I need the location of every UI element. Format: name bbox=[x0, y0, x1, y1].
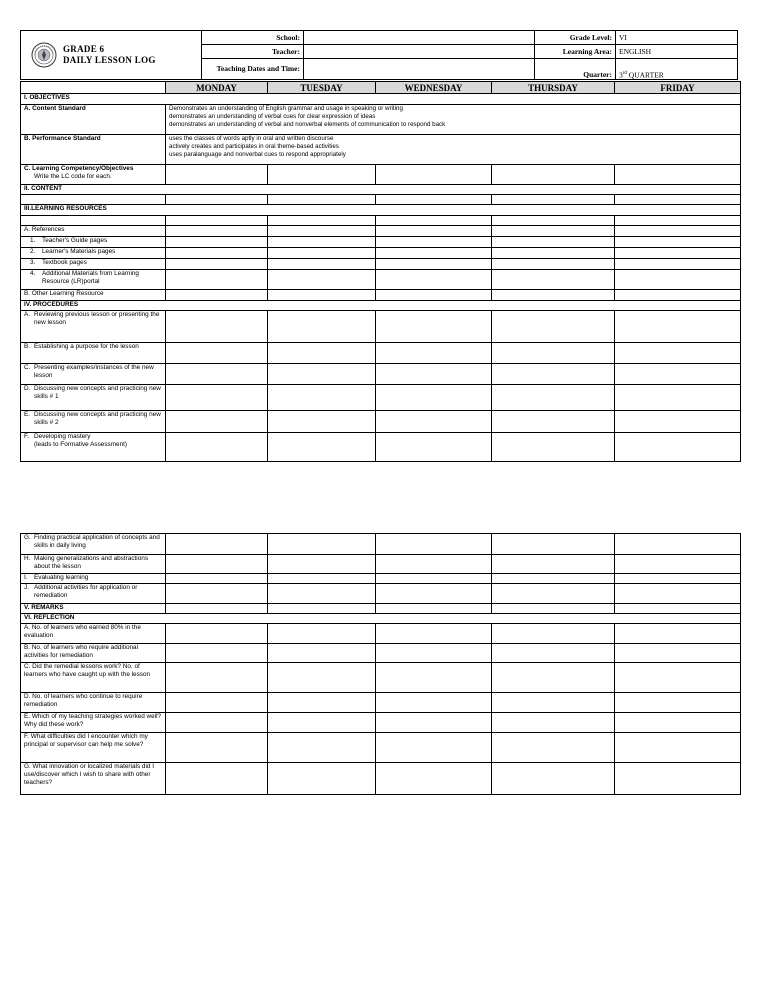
wednesday-cell[interactable] bbox=[376, 624, 492, 644]
tuesday-cell[interactable] bbox=[268, 364, 376, 385]
procedure-text: Making generalizations and abstractions about the lesson bbox=[34, 555, 149, 570]
competency-title: C. Learning Competency/Objectives bbox=[24, 165, 134, 172]
wednesday-cell[interactable] bbox=[376, 248, 492, 259]
friday-cell[interactable] bbox=[615, 644, 741, 663]
table-row bbox=[21, 185, 741, 195]
table-row bbox=[21, 94, 741, 105]
friday-cell[interactable] bbox=[615, 733, 741, 763]
content-standard-text[interactable] bbox=[166, 105, 741, 135]
wednesday-cell[interactable] bbox=[376, 311, 492, 343]
tuesday-cell[interactable] bbox=[268, 733, 376, 763]
thursday-cell[interactable] bbox=[492, 195, 615, 205]
friday-cell[interactable] bbox=[615, 713, 741, 733]
quarter-label: Quarter: bbox=[535, 59, 616, 80]
monday-cell[interactable] bbox=[166, 290, 268, 301]
quarter-field[interactable] bbox=[616, 59, 738, 80]
tuesday-cell[interactable] bbox=[268, 713, 376, 733]
wednesday-cell[interactable] bbox=[376, 644, 492, 663]
table-row bbox=[21, 574, 741, 584]
section-reflection: VI. REFLECTION bbox=[21, 614, 741, 624]
friday-cell[interactable] bbox=[615, 195, 741, 205]
thursday-cell[interactable] bbox=[492, 663, 615, 693]
content-standard-line: demonstrates an understanding of verbal cues for clear expression of ideas bbox=[169, 113, 376, 120]
tuesday-cell[interactable] bbox=[268, 216, 376, 226]
performance-standard-line: uses paralanguage and nonverbal cues to respond appropriately bbox=[169, 151, 346, 158]
friday-cell[interactable] bbox=[615, 555, 741, 574]
friday-cell[interactable] bbox=[615, 311, 741, 343]
procedure-letter: D. bbox=[24, 385, 31, 392]
ref-lr-portal-label bbox=[21, 270, 166, 290]
procedure-subtext: (leads to Formative Assessment) bbox=[34, 441, 128, 448]
monday-cell[interactable] bbox=[166, 733, 268, 763]
tuesday-cell[interactable] bbox=[268, 270, 376, 290]
tuesday-cell[interactable] bbox=[268, 584, 376, 604]
deped-seal-icon bbox=[31, 42, 57, 68]
tuesday-cell[interactable] bbox=[268, 248, 376, 259]
reflection-c-label: C. Did the remedial lessons work? No. of learners who have caught up with the lesson bbox=[21, 663, 166, 693]
friday-cell[interactable] bbox=[615, 584, 741, 604]
tuesday-cell[interactable] bbox=[268, 237, 376, 248]
wednesday-cell[interactable] bbox=[376, 226, 492, 237]
reflection-e-label: E. Which of my teaching strategies worked well? Why did these work? bbox=[21, 713, 166, 733]
thursday-cell[interactable] bbox=[492, 259, 615, 270]
thursday-cell[interactable] bbox=[492, 226, 615, 237]
tuesday-cell[interactable] bbox=[268, 290, 376, 301]
tuesday-cell[interactable] bbox=[268, 195, 376, 205]
table-row bbox=[21, 216, 741, 226]
procedure-letter: I. bbox=[24, 574, 28, 581]
friday-cell[interactable] bbox=[615, 433, 741, 462]
procedure-letter: E. bbox=[24, 411, 31, 418]
table-row bbox=[21, 195, 741, 205]
friday-cell[interactable] bbox=[615, 343, 741, 364]
grade-level-field[interactable]: VI bbox=[616, 31, 738, 45]
reflection-b-label: B. No. of learners who require additional activities for remediation bbox=[21, 644, 166, 663]
procedure-d-label bbox=[21, 385, 166, 411]
procedure-text: Additional activities for application or remediation bbox=[34, 584, 138, 599]
monday-cell[interactable] bbox=[166, 693, 268, 713]
tuesday-cell[interactable] bbox=[268, 433, 376, 462]
friday-cell[interactable] bbox=[615, 693, 741, 713]
friday-cell[interactable] bbox=[615, 624, 741, 644]
monday-cell[interactable] bbox=[166, 248, 268, 259]
friday-cell[interactable] bbox=[615, 534, 741, 555]
wednesday-cell[interactable] bbox=[376, 693, 492, 713]
ref-teachers-guide-label bbox=[21, 237, 166, 248]
ref-learners-materials-label bbox=[21, 248, 166, 259]
wednesday-cell[interactable] bbox=[376, 165, 492, 185]
performance-standard-label: B. Performance Standard bbox=[21, 135, 166, 165]
tuesday-cell[interactable] bbox=[268, 165, 376, 185]
table-row bbox=[21, 614, 741, 624]
section-content: II. CONTENT bbox=[21, 185, 741, 195]
friday-cell[interactable] bbox=[615, 385, 741, 411]
procedure-h-label bbox=[21, 555, 166, 574]
day-header-row bbox=[21, 82, 741, 94]
teacher-field[interactable] bbox=[304, 45, 535, 59]
wednesday-cell[interactable] bbox=[376, 604, 492, 614]
thursday-cell[interactable] bbox=[492, 733, 615, 763]
tuesday-cell[interactable] bbox=[268, 555, 376, 574]
monday-cell[interactable] bbox=[166, 343, 268, 364]
table-row bbox=[21, 311, 741, 343]
procedure-letter: B. bbox=[24, 343, 31, 350]
ref-number: 1. bbox=[30, 237, 36, 244]
monday-cell[interactable] bbox=[166, 411, 268, 433]
table-row bbox=[21, 733, 741, 763]
corner-cell bbox=[21, 82, 166, 94]
blank-label bbox=[21, 216, 166, 226]
wednesday-cell[interactable] bbox=[376, 195, 492, 205]
doc-title-log: DAILY LESSON LOG bbox=[63, 55, 156, 65]
ref-text: Learner's Materials pages bbox=[42, 248, 116, 255]
thursday-cell[interactable] bbox=[492, 624, 615, 644]
monday-cell[interactable] bbox=[166, 259, 268, 270]
monday-cell[interactable] bbox=[166, 555, 268, 574]
tuesday-cell[interactable] bbox=[268, 624, 376, 644]
wednesday-cell[interactable] bbox=[376, 343, 492, 364]
wednesday-cell[interactable] bbox=[376, 411, 492, 433]
friday-cell[interactable] bbox=[615, 165, 741, 185]
procedure-text: Evaluating learning bbox=[34, 574, 89, 581]
friday-cell[interactable] bbox=[615, 237, 741, 248]
grade-level-label: Grade Level: bbox=[535, 31, 616, 45]
monday-cell[interactable] bbox=[166, 216, 268, 226]
monday-cell[interactable] bbox=[166, 433, 268, 462]
procedure-b-label bbox=[21, 343, 166, 364]
procedure-c-label bbox=[21, 364, 166, 385]
table-row bbox=[21, 385, 741, 411]
tuesday-cell[interactable] bbox=[268, 763, 376, 795]
ref-number: 2. bbox=[30, 248, 36, 255]
monday-cell[interactable] bbox=[166, 713, 268, 733]
thursday-cell[interactable] bbox=[492, 693, 615, 713]
thursday-cell[interactable] bbox=[492, 290, 615, 301]
school-label: School: bbox=[202, 31, 304, 45]
thursday-cell[interactable] bbox=[492, 713, 615, 733]
friday-cell[interactable] bbox=[615, 216, 741, 226]
friday-cell[interactable] bbox=[615, 364, 741, 385]
day-tuesday: TUESDAY bbox=[268, 82, 376, 94]
performance-standard-line: uses the classes of words aptly in oral and written discourse bbox=[169, 135, 334, 142]
monday-cell[interactable] bbox=[166, 364, 268, 385]
tuesday-cell[interactable] bbox=[268, 411, 376, 433]
monday-cell[interactable] bbox=[166, 165, 268, 185]
procedure-i-label bbox=[21, 574, 166, 584]
tuesday-cell[interactable] bbox=[268, 604, 376, 614]
table-row bbox=[21, 693, 741, 713]
tuesday-cell[interactable] bbox=[268, 644, 376, 663]
table-row bbox=[21, 663, 741, 693]
wednesday-cell[interactable] bbox=[376, 290, 492, 301]
ref-number: 4. bbox=[30, 270, 36, 277]
thursday-cell[interactable] bbox=[492, 248, 615, 259]
lesson-log-table-part2 bbox=[20, 533, 741, 795]
wednesday-cell[interactable] bbox=[376, 713, 492, 733]
reflection-a-label: A. No. of learners who earned 80% in the evaluation bbox=[21, 624, 166, 644]
performance-standard-text[interactable] bbox=[166, 135, 741, 165]
thursday-cell[interactable] bbox=[492, 216, 615, 226]
header-table bbox=[20, 30, 738, 80]
table-row bbox=[21, 763, 741, 795]
thursday-cell[interactable] bbox=[492, 343, 615, 364]
table-row bbox=[21, 226, 741, 237]
table-row bbox=[21, 237, 741, 248]
lesson-log-table-part1 bbox=[20, 81, 741, 462]
wednesday-cell[interactable] bbox=[376, 216, 492, 226]
reflection-d-label: D. No. of learners who continue to require remediation bbox=[21, 693, 166, 713]
friday-cell[interactable] bbox=[615, 290, 741, 301]
friday-cell[interactable] bbox=[615, 411, 741, 433]
ref-text: Teacher's Guide pages bbox=[42, 237, 108, 244]
procedure-letter: C. bbox=[24, 364, 31, 371]
tuesday-cell[interactable] bbox=[268, 343, 376, 364]
monday-cell[interactable] bbox=[166, 226, 268, 237]
tuesday-cell[interactable] bbox=[268, 226, 376, 237]
table-row bbox=[21, 364, 741, 385]
table-row bbox=[21, 534, 741, 555]
table-row bbox=[21, 290, 741, 301]
thursday-cell[interactable] bbox=[492, 411, 615, 433]
thursday-cell[interactable] bbox=[492, 534, 615, 555]
thursday-cell[interactable] bbox=[492, 433, 615, 462]
table-row bbox=[21, 411, 741, 433]
procedure-text: Developing mastery bbox=[34, 433, 91, 440]
section-objectives: I. OBJECTIVES bbox=[21, 94, 741, 105]
thursday-cell[interactable] bbox=[492, 555, 615, 574]
section-remarks: V. REMARKS bbox=[21, 604, 166, 614]
thursday-cell[interactable] bbox=[492, 385, 615, 411]
monday-cell[interactable] bbox=[166, 270, 268, 290]
day-monday: MONDAY bbox=[166, 82, 268, 94]
table-row bbox=[21, 105, 741, 135]
monday-cell[interactable] bbox=[166, 763, 268, 795]
learning-area-label: Learning Area: bbox=[535, 45, 616, 59]
wednesday-cell[interactable] bbox=[376, 433, 492, 462]
procedure-a-label bbox=[21, 311, 166, 343]
ref-text: Textbook pages bbox=[42, 259, 87, 266]
procedure-letter: H. bbox=[24, 555, 31, 562]
tuesday-cell[interactable] bbox=[268, 574, 376, 584]
doc-title-grade: GRADE 6 bbox=[63, 44, 105, 54]
procedure-text: Discussing new concepts and practicing new skills # 2 bbox=[34, 411, 161, 426]
procedure-text: Presenting examples/instances of the new lesson bbox=[34, 364, 154, 379]
table-row bbox=[21, 301, 741, 311]
competency-label bbox=[21, 165, 166, 185]
friday-cell[interactable] bbox=[615, 763, 741, 795]
monday-cell[interactable] bbox=[166, 311, 268, 343]
monday-cell[interactable] bbox=[166, 534, 268, 555]
procedure-text: Finding practical application of concepts and skills in daily living bbox=[34, 534, 160, 549]
thursday-cell[interactable] bbox=[492, 237, 615, 248]
thursday-cell[interactable] bbox=[492, 763, 615, 795]
wednesday-cell[interactable] bbox=[376, 555, 492, 574]
table-row bbox=[21, 343, 741, 364]
reflection-g-label: G. What innovation or localized materials did I use/discover which I wish to share with other teachers? bbox=[21, 763, 166, 795]
day-wednesday: WEDNESDAY bbox=[376, 82, 492, 94]
quarter-number: 3 bbox=[619, 70, 623, 79]
content-standard-line: Demonstrates an understanding of English grammar and usage in speaking or writing bbox=[169, 105, 403, 112]
thursday-cell[interactable] bbox=[492, 584, 615, 604]
thursday-cell[interactable] bbox=[492, 165, 615, 185]
day-thursday: THURSDAY bbox=[492, 82, 615, 94]
content-standard-line: demonstrates an understanding of verbal and nonverbal elements of communication to respond back bbox=[169, 121, 446, 128]
quarter-text: QUARTER bbox=[626, 70, 664, 79]
ref-textbook-label bbox=[21, 259, 166, 270]
teaching-dates-field[interactable] bbox=[304, 59, 535, 80]
school-field[interactable] bbox=[304, 31, 535, 45]
table-row bbox=[21, 205, 741, 216]
logo-title-cell bbox=[21, 31, 202, 80]
section-learning-resources: III.LEARNING RESOURCES bbox=[21, 205, 741, 216]
table-row bbox=[21, 555, 741, 574]
quarter-suffix: rd bbox=[622, 70, 627, 76]
thursday-cell[interactable] bbox=[492, 364, 615, 385]
wednesday-cell[interactable] bbox=[376, 270, 492, 290]
wednesday-cell[interactable] bbox=[376, 763, 492, 795]
wednesday-cell[interactable] bbox=[376, 574, 492, 584]
tuesday-cell[interactable] bbox=[268, 385, 376, 411]
thursday-cell[interactable] bbox=[492, 574, 615, 584]
monday-cell[interactable] bbox=[166, 574, 268, 584]
table-row bbox=[21, 624, 741, 644]
thursday-cell[interactable] bbox=[492, 311, 615, 343]
monday-cell[interactable] bbox=[166, 663, 268, 693]
ref-text: Additional Materials from Learning Resource (LR)portal bbox=[42, 270, 139, 285]
procedure-e-label bbox=[21, 411, 166, 433]
tuesday-cell[interactable] bbox=[268, 534, 376, 555]
content-standard-label: A. Content Standard bbox=[21, 105, 166, 135]
friday-cell[interactable] bbox=[615, 574, 741, 584]
tuesday-cell[interactable] bbox=[268, 663, 376, 693]
friday-cell[interactable] bbox=[615, 226, 741, 237]
table-row bbox=[21, 604, 741, 614]
table-row bbox=[21, 270, 741, 290]
thursday-cell[interactable] bbox=[492, 270, 615, 290]
ref-number: 3. bbox=[30, 259, 36, 266]
tuesday-cell[interactable] bbox=[268, 311, 376, 343]
friday-cell[interactable] bbox=[615, 259, 741, 270]
wednesday-cell[interactable] bbox=[376, 534, 492, 555]
thursday-cell[interactable] bbox=[492, 644, 615, 663]
table-row bbox=[21, 248, 741, 259]
table-row bbox=[21, 584, 741, 604]
other-resource-label: B. Other Learning Resource bbox=[21, 290, 166, 301]
procedure-f-label bbox=[21, 433, 166, 462]
procedure-text: Discussing new concepts and practicing new skills # 1 bbox=[34, 385, 161, 400]
tuesday-cell[interactable] bbox=[268, 693, 376, 713]
monday-cell[interactable] bbox=[166, 624, 268, 644]
procedure-g-label bbox=[21, 534, 166, 555]
section-procedures: IV. PROCEDURES bbox=[21, 301, 741, 311]
table-row bbox=[21, 713, 741, 733]
thursday-cell[interactable] bbox=[492, 604, 615, 614]
wednesday-cell[interactable] bbox=[376, 663, 492, 693]
procedure-letter: A. bbox=[24, 311, 31, 318]
monday-cell[interactable] bbox=[166, 195, 268, 205]
procedure-text: Reviewing previous lesson or presenting the new lesson bbox=[34, 311, 160, 326]
friday-cell[interactable] bbox=[615, 248, 741, 259]
table-row bbox=[21, 644, 741, 663]
friday-cell[interactable] bbox=[615, 663, 741, 693]
tuesday-cell[interactable] bbox=[268, 259, 376, 270]
wednesday-cell[interactable] bbox=[376, 259, 492, 270]
wednesday-cell[interactable] bbox=[376, 237, 492, 248]
references-label: A. References bbox=[21, 226, 166, 237]
procedure-letter: G. bbox=[24, 534, 31, 541]
teacher-label: Teacher: bbox=[202, 45, 304, 59]
procedure-letter: J. bbox=[24, 584, 29, 591]
performance-standard-line: actively creates and participates in oral theme-based activities bbox=[169, 143, 339, 150]
wednesday-cell[interactable] bbox=[376, 385, 492, 411]
day-friday: FRIDAY bbox=[615, 82, 741, 94]
wednesday-cell[interactable] bbox=[376, 584, 492, 604]
competency-subtitle: Write the LC code for each. bbox=[34, 173, 112, 180]
monday-cell[interactable] bbox=[166, 237, 268, 248]
monday-cell[interactable] bbox=[166, 385, 268, 411]
table-row bbox=[21, 165, 741, 185]
learning-area-field[interactable]: ENGLISH bbox=[616, 45, 738, 59]
procedure-letter: F. bbox=[24, 433, 29, 440]
procedure-j-label bbox=[21, 584, 166, 604]
wednesday-cell[interactable] bbox=[376, 733, 492, 763]
friday-cell[interactable] bbox=[615, 604, 741, 614]
monday-cell[interactable] bbox=[166, 604, 268, 614]
procedure-text: Establishing a purpose for the lesson bbox=[34, 343, 139, 350]
teaching-dates-label: Teaching Dates and Time: bbox=[202, 59, 304, 80]
table-row bbox=[21, 135, 741, 165]
table-row bbox=[21, 259, 741, 270]
friday-cell[interactable] bbox=[615, 270, 741, 290]
wednesday-cell[interactable] bbox=[376, 364, 492, 385]
table-row bbox=[21, 433, 741, 462]
monday-cell[interactable] bbox=[166, 644, 268, 663]
blank-label bbox=[21, 195, 166, 205]
reflection-f-label: F. What difficulties did I encounter which my principal or supervisor can help me solve? bbox=[21, 733, 166, 763]
monday-cell[interactable] bbox=[166, 584, 268, 604]
